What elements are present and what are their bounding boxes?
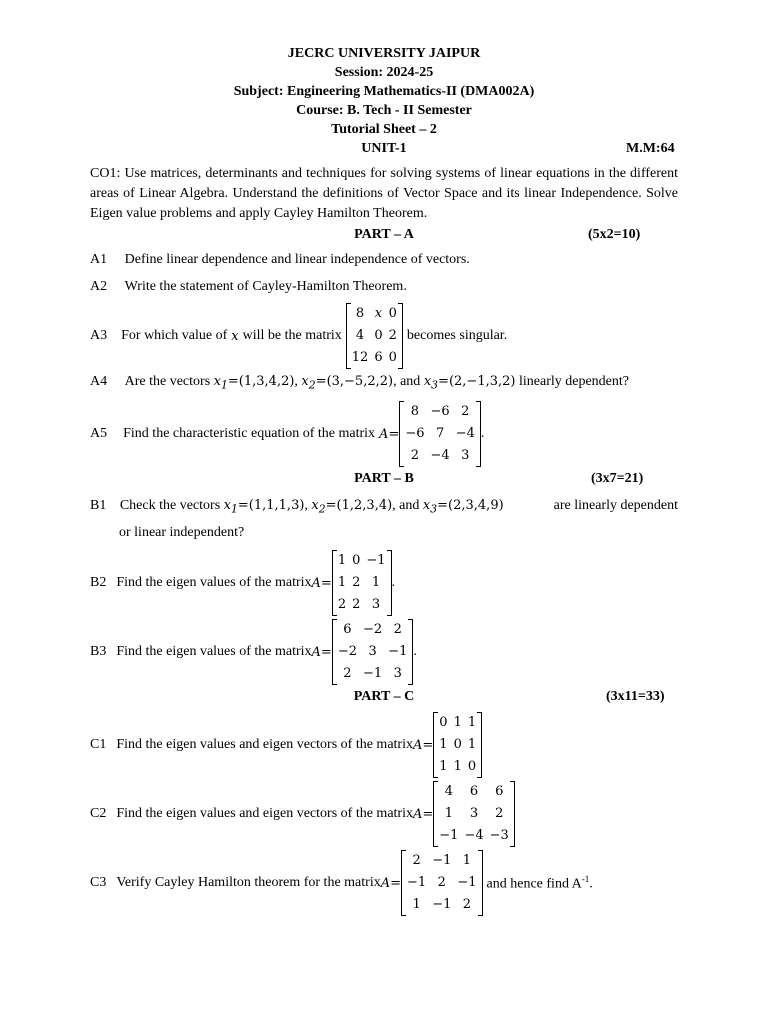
period: . xyxy=(413,644,417,659)
matrix-cell: 2 xyxy=(337,597,347,612)
equals-sign: = xyxy=(422,737,434,753)
question-a4: A4 Are the vectors $x_1=(1,3,4,2)$, $x_2=(3,-5,2,2)$, and $x_3=(2,-1,3,2)$ linearly dependent? xyxy=(90,374,629,392)
matrix-cell: 1 xyxy=(462,853,472,868)
matrix-cell: 2 xyxy=(412,853,421,868)
course-outcome: CO1: Use matrices, determinants and techniques for solving systems of linear equations in the different areas of Linear Algebra. Understand the definitions of Vector Space and its linear Independence. Solve Eigen value problems and apply Cayley Hamilton Theorem. xyxy=(90,166,678,221)
matrix-cell: −6 xyxy=(430,404,450,419)
part-a-title: PART – A xyxy=(354,227,414,242)
equals-sign: = xyxy=(390,875,402,891)
question-text: For which value of xyxy=(121,328,228,343)
equals-sign: = xyxy=(437,498,449,513)
matrix-cell: 3 xyxy=(371,597,381,612)
vector-label: $x_1$ xyxy=(213,374,228,392)
matrix-cell: 6 xyxy=(469,784,479,799)
question-text-post: are linearly dependent xyxy=(553,498,678,513)
question-text-line2: or linear independent? xyxy=(119,524,245,540)
matrix-cell: 3 xyxy=(368,644,377,659)
matrix-cell: −6 xyxy=(405,426,425,441)
matrix-symbol: A xyxy=(311,644,321,660)
matrix-c2 xyxy=(433,781,515,847)
matrix-cell: −2 xyxy=(337,644,357,659)
vector-label: $x_3$ xyxy=(423,374,439,392)
question-text: Write the statement of Cayley-Hamilton Theorem. xyxy=(124,279,407,294)
period: . xyxy=(480,426,485,441)
question-a2 xyxy=(90,279,407,295)
vector-label: $x_3$ xyxy=(422,498,438,516)
question-c2 xyxy=(90,781,515,847)
matrix-cell: −1 xyxy=(363,666,383,681)
matrix-cell: 2 xyxy=(461,404,470,419)
question-a1 xyxy=(90,252,470,268)
matrix-cell: −4 xyxy=(464,828,484,843)
matrix-symbol: A xyxy=(412,737,423,753)
part-c-marks: (3x11=33) xyxy=(606,689,665,704)
post-text: and hence find A xyxy=(486,876,582,892)
matrix-cell: 2 xyxy=(393,622,402,637)
question-text: Find the eigen values of the matrix xyxy=(116,644,312,659)
matrix-cell: −1 xyxy=(366,553,386,568)
conjunction: , and xyxy=(393,374,421,389)
matrix-symbol: A xyxy=(311,575,321,591)
matrix-c1 xyxy=(433,712,482,778)
vector-x1: (1,1,1,3) xyxy=(248,498,305,513)
matrix-cell: −1 xyxy=(388,644,408,659)
matrix-cell: 1 xyxy=(439,759,448,774)
vector-label: $x_2$ xyxy=(301,374,316,392)
period: . xyxy=(391,575,396,590)
matrix-cell: 1 xyxy=(467,715,477,730)
conjunction: , and xyxy=(392,498,420,513)
vector-x3: (2,−1,3,2) xyxy=(448,374,516,389)
question-number: B2 xyxy=(90,575,107,590)
question-number: C1 xyxy=(90,737,107,752)
variable-x: x xyxy=(231,328,239,344)
question-b1: B1 Check the vectors $x_1=(1,1,1,3)$, $x_2=(1,2,3,4)$, and $x_3=(2,3,4,9)$ are linearly dependent or linear independent? xyxy=(90,498,678,540)
equals-sign: = xyxy=(438,374,449,389)
question-b2 xyxy=(90,550,395,616)
max-marks: M.M:64 xyxy=(626,141,675,156)
matrix-cell: 2 xyxy=(352,575,361,590)
matrix-cell: 2 xyxy=(495,806,504,821)
matrix-cell: 0 xyxy=(374,328,383,343)
question-number: B3 xyxy=(90,644,107,659)
unit: UNIT-1 xyxy=(361,141,407,156)
matrix-a5 xyxy=(399,401,481,467)
matrix-cell: 1 xyxy=(337,553,347,568)
vector-label: $x_1$ xyxy=(223,498,238,516)
matrix-cell: −1 xyxy=(432,897,452,912)
matrix-cell: −2 xyxy=(363,622,383,637)
matrix-cell: 3 xyxy=(461,448,470,463)
vector-x2: (1,2,3,4) xyxy=(336,498,393,513)
matrix-cell: 2 xyxy=(437,875,446,890)
period: . xyxy=(589,876,593,892)
question-number: C3 xyxy=(90,875,107,890)
matrix-cell: 6 xyxy=(495,784,504,799)
matrix-cell: 7 xyxy=(435,426,445,441)
matrix-cell: 0 xyxy=(388,350,397,365)
question-number: B1 xyxy=(90,498,107,513)
question-number: A5 xyxy=(90,426,108,441)
matrix-cell: 6 xyxy=(374,350,383,365)
matrix-cell: −4 xyxy=(430,448,450,463)
vector-x3: (2,3,4,9) xyxy=(448,498,504,513)
matrix-cell: 1 xyxy=(467,737,477,752)
equals-sign: = xyxy=(320,644,332,660)
question-text: Find the eigen values and eigen vectors of the matrix xyxy=(116,806,413,821)
matrix-cell: −3 xyxy=(489,828,509,843)
matrix-cell: 0 xyxy=(467,759,477,774)
matrix-b3 xyxy=(332,619,414,685)
question-text: Find the eigen values of the matrix xyxy=(116,575,312,590)
question-text: Define linear dependence and linear independence of vectors. xyxy=(124,252,470,267)
question-c1 xyxy=(90,712,482,778)
question-text-post: becomes singular. xyxy=(406,328,508,343)
matrix-cell: 1 xyxy=(412,897,421,912)
matrix-cell: 2 xyxy=(462,897,472,912)
question-number: A4 xyxy=(90,374,108,389)
university-name: JECRC UNIVERSITY JAIPUR xyxy=(287,46,481,61)
matrix-cell: 8 xyxy=(355,306,365,321)
question-text-post: linearly dependent? xyxy=(518,374,629,389)
matrix-cell: 12 xyxy=(351,350,369,365)
question-text: Find the characteristic equation of the matrix xyxy=(123,426,376,441)
course: Course: B. Tech - II Semester xyxy=(296,103,472,118)
subject: Subject: Engineering Mathematics-II (DMA002A) xyxy=(233,84,535,99)
question-a5 xyxy=(90,401,484,467)
matrix-cell: 2 xyxy=(343,666,352,681)
vector-x2: (3,−5,2,2) xyxy=(326,374,394,389)
matrix-cell: 3 xyxy=(469,806,479,821)
matrix-cell: 0 xyxy=(453,737,462,752)
question-number: A3 xyxy=(90,328,108,343)
question-text: Verify Cayley Hamilton theorem for the matrix xyxy=(116,875,381,890)
matrix-cell: 2 xyxy=(352,597,361,612)
equals-sign: = xyxy=(325,498,337,513)
matrix-cell: 2 xyxy=(388,328,397,343)
question-text: Find the eigen values and eigen vectors of the matrix xyxy=(116,737,413,752)
part-a-marks: (5x2=10) xyxy=(588,227,641,242)
equals-sign: = xyxy=(315,374,327,389)
equals-sign: = xyxy=(320,575,332,591)
matrix-cell: 8 xyxy=(410,404,420,419)
matrix-symbol: A xyxy=(412,806,423,822)
matrix-cell: 1 xyxy=(453,715,462,730)
matrix-cell: x xyxy=(374,306,383,321)
matrix-cell: −1 xyxy=(407,875,427,890)
matrix-cell: 1 xyxy=(444,806,453,821)
equals-sign: = xyxy=(422,806,434,822)
matrix-cell: 4 xyxy=(444,784,453,799)
matrix-cell: 0 xyxy=(352,553,361,568)
question-a3 xyxy=(90,303,507,369)
question-number: A1 xyxy=(90,252,108,267)
session: Session: 2024-25 xyxy=(334,65,434,80)
vector-label: $x_2$ xyxy=(311,498,326,516)
equals-sign: = xyxy=(237,498,249,513)
matrix-cell: −1 xyxy=(457,875,477,890)
matrix-cell: −4 xyxy=(455,426,475,441)
matrix-cell: 0 xyxy=(439,715,448,730)
vector-x1: (1,3,4,2) xyxy=(238,374,295,389)
matrix-symbol: A xyxy=(380,875,391,891)
matrix-cell: 6 xyxy=(343,622,352,637)
matrix-cell: 1 xyxy=(439,737,448,752)
part-b-marks: (3x7=21) xyxy=(591,471,644,486)
matrix-c3 xyxy=(401,850,483,916)
matrix-cell: −1 xyxy=(439,828,459,843)
matrix-cell: 4 xyxy=(355,328,365,343)
question-number: A2 xyxy=(90,279,108,294)
question-text: Are the vectors xyxy=(124,374,211,389)
question-c3 xyxy=(90,850,593,916)
matrix-cell: 1 xyxy=(337,575,347,590)
matrix-cell: 0 xyxy=(388,306,397,321)
matrix-cell: 1 xyxy=(453,759,462,774)
part-c-title: PART – C xyxy=(353,689,415,704)
matrix-cell: −1 xyxy=(432,853,452,868)
question-text: Check the vectors xyxy=(119,498,221,513)
question-text-mid: will be the matrix xyxy=(242,328,342,343)
matrix-symbol: A xyxy=(379,426,389,442)
equals-sign: = xyxy=(388,426,400,442)
equals-sign: = xyxy=(227,374,239,389)
matrix-cell: 2 xyxy=(410,448,420,463)
tutorial-sheet: Tutorial Sheet – 2 xyxy=(331,122,437,137)
matrix-cell: 3 xyxy=(393,666,402,681)
matrix-cell: 1 xyxy=(371,575,381,590)
question-text-post xyxy=(487,874,593,893)
part-b-title: PART – B xyxy=(354,471,414,486)
matrix-b2 xyxy=(332,550,392,616)
matrix-a3 xyxy=(346,303,403,369)
question-number: C2 xyxy=(90,806,107,821)
question-b3 xyxy=(90,619,417,685)
superscript: -1 xyxy=(581,873,590,884)
